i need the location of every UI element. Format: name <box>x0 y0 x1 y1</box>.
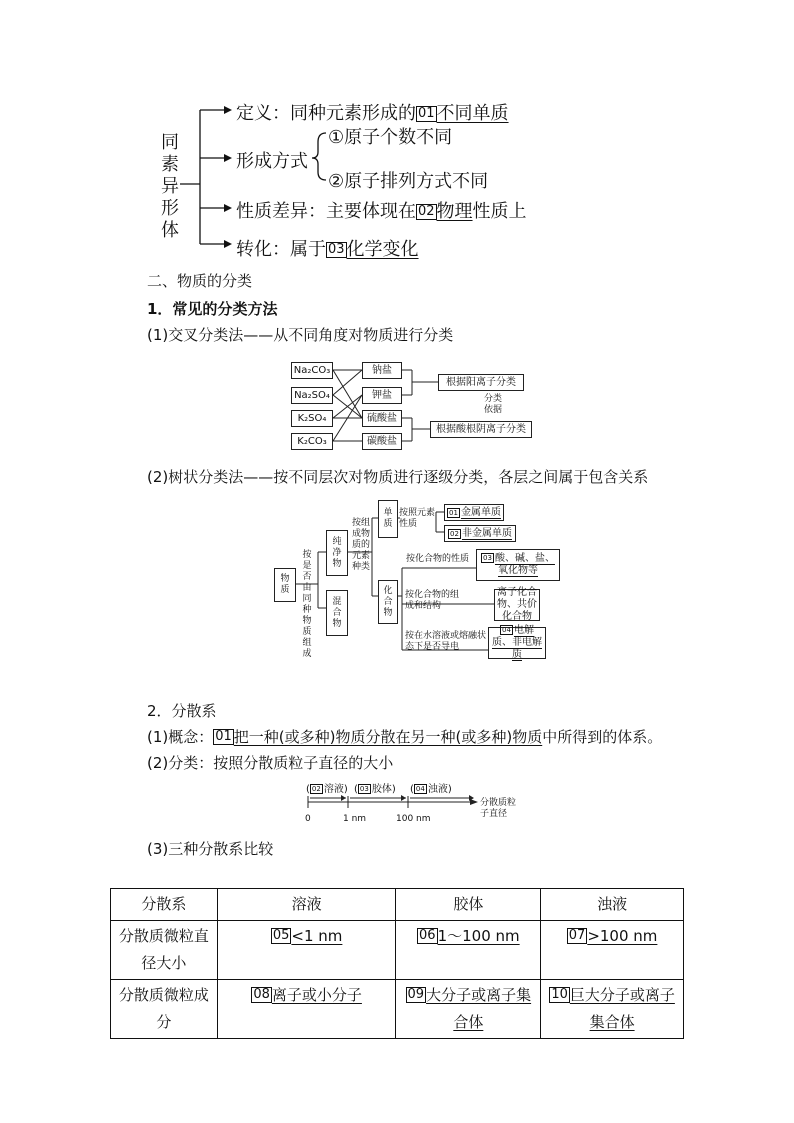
cell-answer: 大分子或离子集合体 <box>426 986 532 1031</box>
formation-item-2: ②原子排列方式不同 <box>328 171 489 192</box>
blank-number: 06 <box>419 928 436 943</box>
property-suffix: 性质上 <box>472 201 527 222</box>
basis-box: 根据阳离子分类 <box>438 374 524 391</box>
section-heading: 二、物质的分类 <box>147 272 253 290</box>
pure-basis: 按组成物质的元素种类 <box>351 518 370 572</box>
solution-label: 溶液 <box>323 784 344 795</box>
table-header: 分散系 <box>111 889 218 921</box>
subsection-heading: 2．分散系 <box>147 702 217 720</box>
axis-solution: ( 02 溶液) <box>306 784 348 795</box>
element-basis: 按照元素性质 <box>399 508 436 529</box>
blank-number: 01 <box>215 729 232 744</box>
element-label: 单质 <box>383 508 393 529</box>
blank-number: 02 <box>418 204 435 219</box>
tick-label: 0 <box>305 814 311 824</box>
definition-text: 定义：同种元素形成的 <box>236 103 416 124</box>
blank-number: 02 <box>450 529 459 538</box>
blank-number: 04 <box>502 626 511 634</box>
transformation-answer: 化学变化 <box>346 239 419 260</box>
concept-answer: 把一种(或多种)物质分散在另一种(或多种)物质 <box>233 728 543 746</box>
table-header: 胶体 <box>396 889 541 921</box>
blank-number: 01 <box>449 508 458 517</box>
cell-answer: 1～100 nm <box>437 927 520 945</box>
basis-box: 根据酸根阴离子分类 <box>430 421 532 438</box>
blank-number: 07 <box>568 928 586 943</box>
definition-answer: 不同单质 <box>436 103 509 124</box>
pure-label: 纯净物 <box>332 536 342 569</box>
property-text: 性质差异：主要体现在 <box>236 201 416 222</box>
compound-basis-1: 按化合物的性质 <box>406 554 470 564</box>
category-box: 碳酸盐 <box>362 433 402 450</box>
blank-number: 10 <box>551 987 568 1002</box>
table-row <box>111 980 684 1039</box>
row-label: 分散质微粒直径大小 <box>111 921 218 980</box>
axis-colloid: ( 03 胶体) <box>354 784 396 795</box>
tick-label: 100 nm <box>396 814 431 824</box>
row-label: 分散质微粒成分 <box>111 980 218 1039</box>
category-box: 钠盐 <box>362 362 402 379</box>
concept-label: (1)概念： <box>147 728 214 746</box>
category-box: 硫酸盐 <box>362 410 402 427</box>
blank-number: 08 <box>253 987 270 1002</box>
root-basis: 按是否由同种物质组成 <box>302 550 312 659</box>
table-cell <box>541 921 684 980</box>
blank-number: 03 <box>483 554 492 562</box>
comparison-title: (3)三种分散系比较 <box>147 840 274 858</box>
table-header-row <box>111 889 684 921</box>
table-header: 溶液 <box>217 889 396 921</box>
table-cell <box>396 980 541 1039</box>
classify-line: (2)分类：按照分散质粒子直径的大小 <box>147 754 394 772</box>
property-answer: 物理 <box>436 201 473 222</box>
suspension-label: 浊液 <box>427 784 448 795</box>
blank-number: 01 <box>418 106 435 121</box>
formation-label: 形成方式 <box>236 151 308 172</box>
blank-number: 09 <box>407 987 425 1002</box>
cell-answer: 离子或小分子 <box>271 986 362 1004</box>
compound-basis-3: 按在水溶液或熔融状态下是否导电 <box>405 631 487 652</box>
mixture-label: 混合物 <box>332 596 342 629</box>
allotrope-root: 同素异形体 <box>161 132 179 241</box>
blank-number: 05 <box>272 928 290 943</box>
table-cell <box>396 921 541 980</box>
acid-answer: 酸、碱、盐、氧化物等 <box>494 553 555 576</box>
transformation-text: 转化：属于 <box>236 239 326 260</box>
tree-classification-title: (2)树状分类法——按不同层次对物质进行逐级分类，各层之间属于包含关系 <box>147 468 649 486</box>
cross-classification-title: (1)交叉分类法——从不同角度对物质进行分类 <box>147 326 454 344</box>
axis-label: 分散质粒子直径 <box>480 798 517 819</box>
blank-number: 03 <box>359 785 369 793</box>
compound-basis-2: 按化合物的组成和结构 <box>405 590 460 611</box>
table-header: 浊液 <box>541 889 684 921</box>
dispersion-comparison-table <box>110 888 684 1039</box>
formation-item-1: ①原子个数不同 <box>328 127 453 148</box>
subsection-heading: 1．常见的分类方法 <box>147 300 278 318</box>
blank-number: 04 <box>415 785 425 793</box>
blank-number: 02 <box>311 785 321 793</box>
formula-box: K₂CO₃ <box>291 433 333 450</box>
colloid-label: 胶体 <box>371 784 392 795</box>
blank-number: 03 <box>328 242 345 257</box>
axis-suspension: ( 04 浊液) <box>410 784 452 795</box>
formula-box: Na₂CO₃ <box>291 362 333 379</box>
formula-box: Na₂SO₄ <box>291 387 333 404</box>
root-label: 物质 <box>280 574 290 595</box>
cell-answer: 巨大分子或离子集合体 <box>569 986 675 1031</box>
ionic-box: 离子化合物、共价化合物 <box>494 589 540 621</box>
electrolyte-answer: 电解质、非电解质 <box>492 625 542 660</box>
table-cell <box>217 980 396 1039</box>
nonmetal-answer: 非金属单质 <box>461 527 512 539</box>
cell-answer: >100 nm <box>587 927 658 945</box>
basis-label: 分类依据 <box>483 394 502 415</box>
category-box: 钾盐 <box>362 387 402 404</box>
formula-box: K₂SO₄ <box>291 410 333 427</box>
cell-answer: <1 nm <box>291 927 343 945</box>
concept-suffix: 中所得到的体系。 <box>542 728 663 746</box>
compound-label: 化合物 <box>383 585 393 618</box>
table-cell <box>217 921 396 980</box>
table-row <box>111 921 684 980</box>
metal-answer: 金属单质 <box>460 506 501 518</box>
tick-label: 1 nm <box>343 814 367 824</box>
table-cell <box>541 980 684 1039</box>
